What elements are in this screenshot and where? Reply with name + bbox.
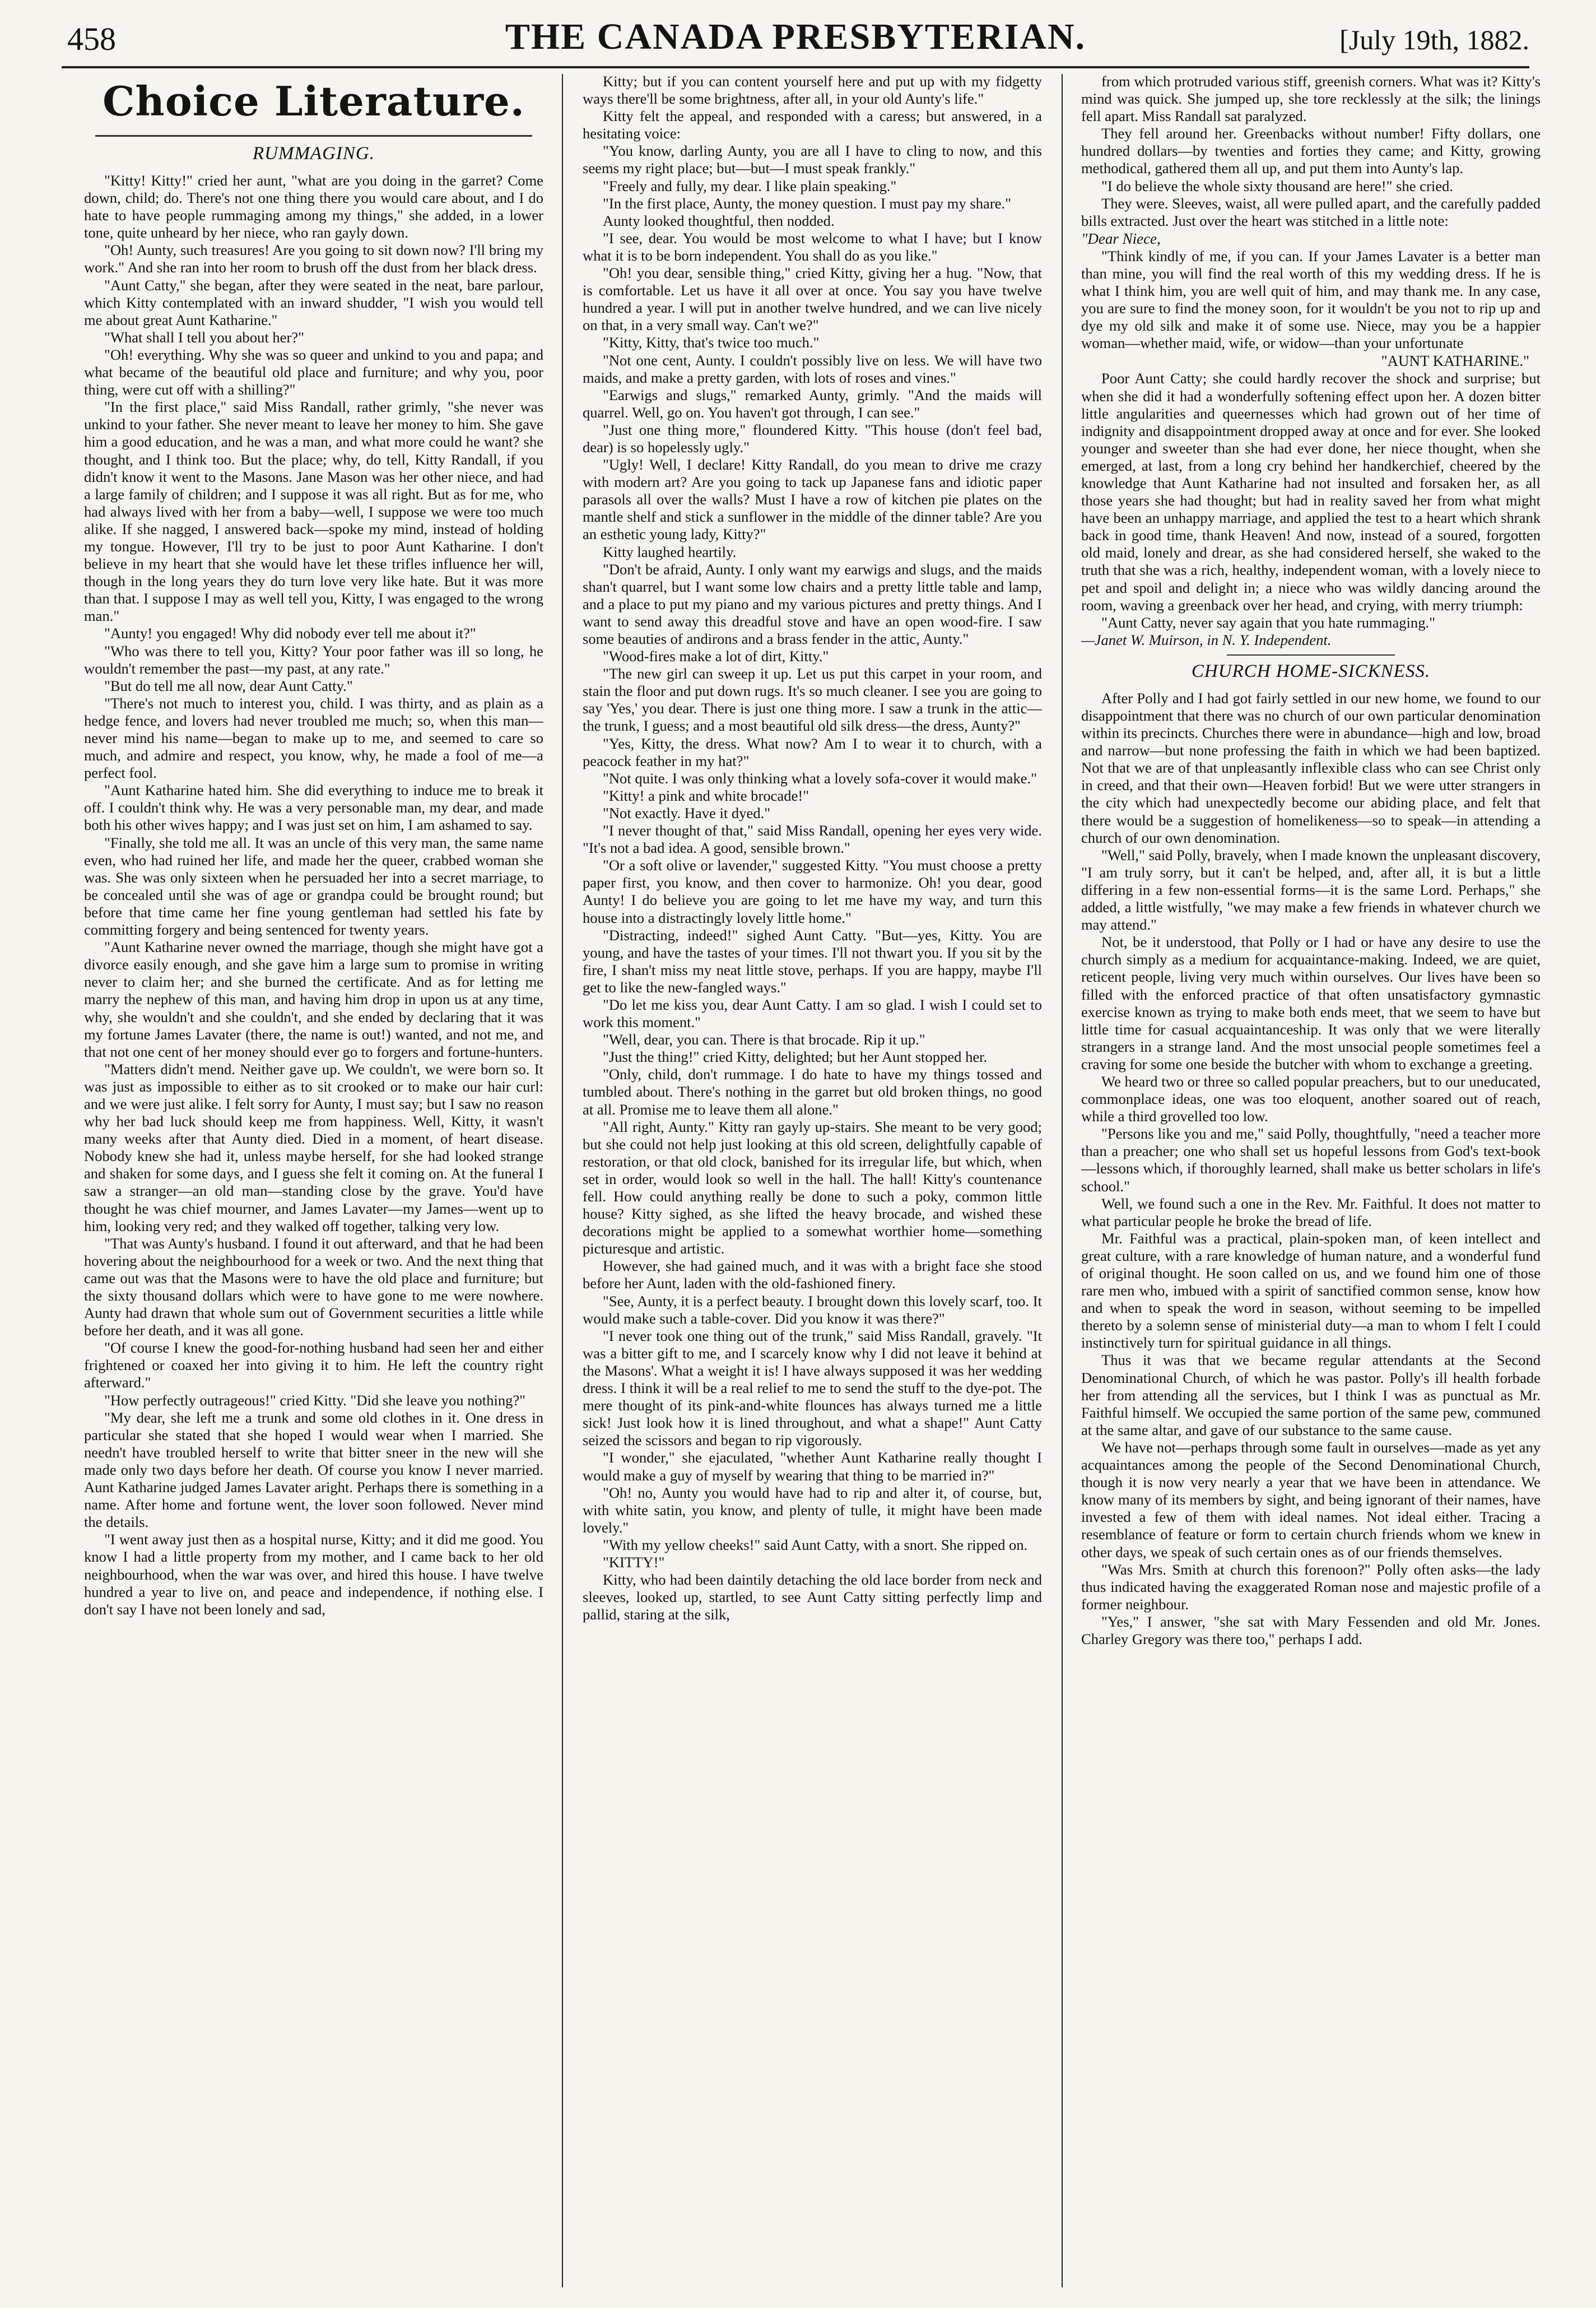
paragraph: "You know, darling Aunty, you are all I have to cling to now, and this seems my right place; but—but—I must speak frankly." — [583, 142, 1042, 177]
paragraph: "Finally, she told me all. It was an uncle of this very man, the same name even, who had ruined her life, and made her the queer, crabbed woman she was. She was only sixteen when he persuaded her into a secret marriage, to be concealed until she was of age or grandpa could be brought round; but before that time came her fine young gentleman had settled his fate by committing forgery and being sentenced for twenty years. — [84, 834, 543, 939]
column-divider-2 — [1062, 74, 1063, 2287]
paragraph: "Oh! Aunty, such treasures! Are you going to sit down now? I'll bring my work." And she ran into her room to brush off the dust from her black dress. — [84, 242, 543, 276]
paragraph: "Kitty, Kitty, that's twice too much." — [603, 334, 820, 351]
column-2 — [583, 73, 1042, 2292]
paragraph: "Well," said Polly, bravely, when I made known the unpleasant discovery, "I am truly sorry, but it can't be helped, and, after all, it is but a little differing in a few non-essential forms—it is the same Lord. Perhaps," she added, a little wistfully, "we may make a few friends in whatever church we may attend." — [1081, 846, 1541, 934]
column-2-body — [583, 73, 1042, 1623]
column-3-bottom — [1081, 690, 1541, 1648]
paragraph: "I never took one thing out of the trunk," said Miss Randall, gravely. "It was a bitter gift to me, and I scarcely know why I did not leave it behind at the Masons'. What a weight it is! I have always supposed it was her wedding dress. I think it will be a real relief to me to send the stuff to the dye-pot. The mere thought of its pink-and-white flounces has always turned me a little sick! Just look how it is lined throughout, and what a shape!" Aunt Catty seized the scissors and began to rip vigorously. — [583, 1327, 1042, 1449]
story-credit: —Janet W. Muirson, in N. Y. Independent. — [1081, 631, 1332, 648]
paragraph: "Aunt Catty, never say again that you hate rummaging." — [1101, 614, 1436, 631]
paragraph: "How perfectly outrageous!" cried Kitty. "Did she leave you nothing?" — [104, 1391, 526, 1409]
heading-rule — [95, 135, 532, 137]
paragraph: "Wood-fires make a lot of dirt, Kitty." — [603, 648, 829, 665]
paragraph: "Ugly! Well, I declare! Kitty Randall, do you mean to drive me crazy with modern art? Are you going to tack up Japanese fans and idiotic paper parasols all over the walls? Must I have a row of kitchen pie plates on the mantle shelf and stick a sunflower in the middle of the dinner table? Are you an esthetic young lady, Kitty?" — [583, 456, 1042, 543]
paragraph: "All right, Aunty." Kitty ran gayly up-stairs. She meant to be very good; but she could not help just looking at this old screen, delightfully capable of restoration, or that old clock, banished for its irregular life, but which, when set in order, would look so well in the hall. The hall! Kitty's countenance fell. How could anything really be done to such a poky, common little house? Kitty sighed, as she lifted the heavy brocade, and wished these decorations might be applied to a somewhat worthier home—something picturesque and artistic. — [583, 1118, 1042, 1257]
paragraph: Poor Aunt Catty; she could hardly recover the shock and surprise; but when she did it had a wonderfully softening effect upon her. A dozen bitter little angularities and queernesses which had grown out of her time of indignity and disappointment dropped away at once and for ever. She looked younger and sweeter than she had ever done, her niece thought, when she emerged, at last, from a long cry behind her handkerchief, cheered by the knowledge that Aunt Katharine had not insulted and forsaken her, as all those years she had thought; but had in reality saved her from what might have been an unhappy marriage, and applied the test to a heart which shrank back in good time, thank Heaven! And now, instead of a soured, forgotten old maid, lonely and drear, as she had considered herself, she waked to the truth that she was a rich, healthy, independent woman, with a lovely niece to pet and spoil and delight in; a niece who was wildly dancing around the room, waving a greenback over her head, and crying, with merry triumph: — [1081, 370, 1541, 614]
paragraph: "With my yellow cheeks!" said Aunt Catty, with a snort. She ripped on. — [603, 1536, 1028, 1553]
paragraph: "The new girl can sweep it up. Let us put this carpet in your room, and stain the floor and put down rugs. It's so much cleaner. I see you are going to say 'Yes,' you dear. There is just one thing more. I saw a trunk in the attic—the trunk, I guess; and a most beautiful old silk dress—the dress, Aunty?" — [583, 665, 1042, 735]
column-1 — [84, 73, 543, 2292]
header-rule — [62, 66, 1529, 68]
paragraph: "Distracting, indeed!" sighed Aunt Catty. "But—yes, Kitty. You are young, and have the tastes of your times. I'll not thwart you. If you sit by the fire, I shan't miss my neat little stove, perhaps. If you are happy, maybe I'll get to like the new-fangled ways." — [583, 926, 1042, 996]
paragraph: "Aunt Katharine hated him. She did everything to induce me to break it off. I couldn't think why. He was a very personable man, my dear, and made both his other wives happy; and I was just set on him, I am ashamed to say. — [84, 782, 543, 834]
paragraph: We have not—perhaps through some fault in ourselves—made as yet any acquaintances among the people of the Second Denominational Church, though it is now very nearly a year that we have been in attendance. We know many of its members by sight, and being ignorant of their names, have invested a few of them with ideal names. Not ideal either. Tracing a resemblance of feature or form to certain church friends whom we knew in other days, we speak of such certain ones as of our friends themselves. — [1081, 1438, 1541, 1561]
paragraph: Kitty; but if you can content yourself here and put up with my fidgetty ways there'll be some brightness, after all, in your old Aunty's life." — [583, 73, 1042, 108]
paragraph: Kitty felt the appeal, and responded with a caress; but answered, in a hesitating voice: — [583, 108, 1042, 142]
paragraph: "There's not much to interest you, child. I was thirty, and as plain as a hedge fence, and lovers had never troubled me much; so, when this man—never mind his name—began to make up to me, and seemed to care so much, and admire and respect, you know, why, he made a fool of me—a perfect fool. — [84, 694, 543, 782]
paragraph: "Oh! everything. Why she was so queer and unkind to you and papa; and what became of the beautiful old place and furniture; and why you, poor thing, were cut off with a shilling?" — [84, 346, 543, 398]
paragraph: "Not one cent, Aunty. I couldn't possibly live on less. We will have two maids, and make a pretty garden, with lots of roses and vines." — [583, 351, 1042, 386]
newspaper-title: THE CANADA PRESBYTERIAN. — [505, 16, 1086, 57]
paragraph: "I wonder," she ejaculated, "whether Aunt Katharine really thought I would make a guy of myself by wearing that thing to be married in?" — [583, 1449, 1042, 1484]
column-3 — [1081, 73, 1541, 2292]
paragraph: "I went away just then as a hospital nurse, Kitty; and it did me good. You know I had a little property from my mother, and I came back to her old neighbourhood, when the war was over, and hired this house. I have twelve hundred a year to live on, and peace and independence, if nothing else. I don't say I have not been lonely and sad, — [84, 1531, 543, 1618]
column-divider-1 — [562, 74, 563, 2287]
column-1-body — [84, 172, 543, 1618]
paragraph: "Aunty! you engaged! Why did nobody ever tell me about it?" — [104, 625, 476, 642]
paragraph: "Matters didn't mend. Neither gave up. We couldn't, we were born so. It was just as impossible to either as to sit crooked or to make our hair curl: and we were just alike. I felt sorry for Aunty, I must say; but I saw no reason why her bad luck should keep me from happiness. Well, Kitty, it wasn't many weeks after that Aunty died. Died in a moment, of heart disease. Nobody knew she had it, unless maybe herself, for she had looked strange and shaken for some days, and I guess she felt it coming on. At the funeral I saw a stranger—an old man—standing close by the grave. You'd have thought he was chief mourner, and James Lavater—my James—went up to him, looking very red; and they walked off together, talking very low. — [84, 1060, 543, 1234]
page-number: 458 — [67, 21, 116, 57]
section-rule — [1227, 654, 1395, 656]
paragraph: "KITTY!" — [603, 1553, 665, 1571]
paragraph: "My dear, she left me a trunk and some old clothes in it. One dress in particular she stated that she hoped I would wear when I married. She needn't have troubled herself to write that bitter sneer in the new will she made only two days before her death. Of course you know I never married. Aunt Katharine judged James Lavater aright. Perhaps there is something in a name. After home and fortune went, the lover soon followed. Never mind the details. — [84, 1409, 543, 1531]
paragraph: "Don't be afraid, Aunty. I only want my earwigs and slugs, and the maids shan't quarrel, but I want some low chairs and a pretty little table and lamp, and a place to put my piano and my various pictures and pretty things. And I want to send away this dreadful stove and have an open wood-fire. I saw some beauties of andirons and a brass fender in the attic, Aunty." — [583, 560, 1042, 647]
paragraph: "Yes," I answer, "she sat with Mary Fessenden and old Mr. Jones. Charley Gregory was there too," perhaps I add. — [1081, 1613, 1541, 1647]
letter-salutation: "Dear Niece, — [1081, 230, 1161, 247]
paragraph: Not, be it understood, that Polly or I had or have any desire to use the church simply as a medium for acquaintance-making. Indeed, we are quiet, reticent people, living very much within ourselves. Our lives have been so filled with the enforced practice of that often unsatisfactory gymnastic exercise known as trying to make both ends meet, that we seem to have but little time for casual acquaintanceship. It was only that we were literally strangers in a strange land. And the most unsocial people sometimes feel a craving for some one beside the butcher with whom to exchange a greeting. — [1081, 934, 1541, 1072]
paragraph: "But do tell me all now, dear Aunt Catty." — [104, 677, 353, 694]
paragraph: They were. Sleeves, waist, all were pulled apart, and the carefully padded bills extracted. Just over the heart was stitched in a little note: — [1081, 194, 1541, 229]
paragraph: Kitty laughed heartily. — [603, 543, 737, 560]
paragraph: "In the first place," said Miss Randall, rather grimly, "she never was unkind to your father. She never meant to leave her money to him. She gave him a good education, and he was a man, and what more could he want? she thought, and I think too. But the place; why, do tell, Kitty Randall, if you didn't know it went to the Masons. Jane Mason was her other niece, and had a large family of children; and I suppose it was all right. But as for me, who had always lived with her from a baby—well, I suppose we were too much alike. If she nagged, I answered back—spoke my mind, instead of holding my tongue. However, I'll try to be just to poor Aunt Katharine. I don't believe in my heart that she would have let these trifles influence her will, though in the long years they do turn love very like hate. But it was more than that. I suppose I may as well tell you, Kitty, I was engaged to the wrong man." — [84, 398, 543, 625]
paragraph: "I do believe the whole sixty thousand are here!" she cried. — [1101, 177, 1453, 194]
paragraph: Kitty, who had been daintily detaching the old lace border from neck and sleeves, looked up, startled, to see Aunt Catty sitting perfectly limp and pallid, staring at the silk, — [583, 1571, 1042, 1623]
paragraph: "Was Mrs. Smith at church this forenoon?" Polly often asks—the lady thus indicated having the exaggerated Roman nose and majestic profile of a former neighbour. — [1081, 1561, 1541, 1613]
paragraph: "Just the thing!" cried Kitty, delighted; but her Aunt stopped her. — [603, 1048, 988, 1066]
page-header — [62, 16, 1529, 66]
paragraph: "Kitty! a pink and white brocade!" — [603, 787, 809, 804]
paragraph: Mr. Faithful was a practical, plain-spoken man, of keen intellect and great culture, with a rare knowledge of human nature, and a wonderful fund of original thought. He soon called on us, and we found him one of those rare men who, imbued with a spirit of sanctified common sense, know how and when to speak the word in season, without seeming to be impelled thereto by a solemn sense of ministerial duty—a man to whom I felt I could instinctively turn for spiritual guidance in all things. — [1081, 1229, 1541, 1352]
paragraph: "I never thought of that," said Miss Randall, opening her eyes very wide. "It's not a bad idea. A good, sensible brown." — [583, 822, 1042, 857]
letter-signature: "AUNT KATHARINE." — [1381, 352, 1529, 370]
column-3-top — [1081, 73, 1541, 230]
paragraph: "In the first place, Aunty, the money question. I must pay my share." — [603, 194, 1012, 212]
paragraph: "See, Aunty, it is a perfect beauty. I brought down this lovely scarf, too. It would make such a table-cover. Did you know it was there?" — [583, 1292, 1042, 1327]
paragraph: After Polly and I had got fairly settled in our new home, we found to our disappointment that there was no church of our own particular denomination within its precincts. Churches there were in abundance—high and low, broad and narrow—but none professing the faith in which we had been baptized. Not that we are of that unpleasantly inflexible class who can see Christ only in creed, and that their own—Heaven forbid! But we were utter strangers in the city which had unexpectedly become our abiding place, and felt that there would be a suggestion of homelikeness—so to speak—in attending a church of our own denomination. — [1081, 689, 1541, 846]
paragraph: "Freely and fully, my dear. I like plain speaking." — [603, 177, 897, 194]
paragraph: "Not quite. I was only thinking what a lovely sofa-cover it would make." — [603, 769, 1037, 787]
paragraph: Aunty looked thoughtful, then nodded. — [603, 212, 835, 229]
paragraph: However, she had gained much, and it was with a bright face she stood before her Aunt, laden with the old-fashioned finery. — [583, 1257, 1042, 1292]
paragraph: "Of course I knew the good-for-nothing husband had seen her and either frightened or coaxed her into giving it to him. He left the country right afterward." — [84, 1339, 543, 1391]
issue-date: [July 19th, 1882. — [1339, 24, 1529, 55]
paragraph: "Just one thing more," floundered Kitty. "This house (don't feel bad, dear) is so hopelessly ugly." — [583, 421, 1042, 456]
paragraph: "Aunt Katharine never owned the marriage, though she might have got a divorce easily enough, and she gave him a large sum to promise in writing never to claim her; and she burned the certificate. And as for letting me marry the nephew of this man, and having him drop in upon us at any time, why, she wouldn't and she couldn't, and she ended by declaring that it was my fortune James Lavater (there, the name is out!) wanted, and not me, and that not one cent of her money should ever go to forgers and fortune-hunters. — [84, 939, 543, 1060]
paragraph: "Kitty! Kitty!" cried her aunt, "what are you doing in the garret? Come down, child; do. There's not one thing there you would care about, and I do hate to have people rummaging among my things," she added, in a lower tone, quite unheard by her niece, who ran gayly down. — [84, 172, 543, 242]
paragraph: Well, we found such a one in the Rev. Mr. Faithful. It does not matter to what particular people he broke the bread of life. — [1081, 1195, 1541, 1229]
letter-body: "Think kindly of me, if you can. If your James Lavater is a better man than mine, you will find the real worth of this my wedding dress. If he is what I think him, you are well quit of him, and may thank me. In any case, you are sure to find the money soon, for it wouldn't be you not to rip up and dye my old silk and make it of some use. Niece, may you be a happier woman—whether maid, wife, or widow—than your unfortunate — [1081, 247, 1541, 352]
section-heading: Choice Literature. — [103, 77, 525, 125]
section-2-title: CHURCH HOME-SICKNESS. — [1191, 661, 1431, 681]
paragraph: "That was Aunty's husband. I found it out afterward, and that he had been hovering about the neighbourhood for a week or two. And the next thing that came out was that the Masons were to have the old place and furniture; but the sixty thousand dollars which were to have gone to me were nowhere. Aunty had drawn that whole sum out of Government securities a little while before her death, and it was all gone. — [84, 1234, 543, 1339]
paragraph: Thus it was that we became regular attendants at the Second Denominational Church, of which he was pastor. Polly's ill health forbade her from attending all the services, but I think I was as punctual as Mr. Faithful himself. We occupied the same portion of the same pew, communed at the same altar, and gave of our substance to the same cause. — [1081, 1352, 1541, 1438]
paragraph: "Persons like you and me," said Polly, thoughtfully, "need a teacher more than a preacher; one who shall set us hopeful lessons from God's text-book—lessons which, if thoroughly learned, shall make us better scholars in life's school." — [1081, 1125, 1541, 1195]
paragraph: We heard two or three so called popular preachers, but to our uneducated, commonplace ideas, one was too eloquent, another soared out of reach, while a third grovelled too low. — [1081, 1072, 1541, 1125]
paragraph: "Aunt Catty," she began, after they were seated in the neat, bare parlour, which Kitty contemplated with an inward shudder, "I wish you would tell me about great Aunt Katharine." — [84, 276, 543, 328]
paragraph: "I see, dear. You would be most welcome to what I have; but I know what it is to be born independent. You shall do as you like." — [583, 229, 1042, 264]
story-title: RUMMAGING. — [252, 143, 375, 164]
paragraph: "Not exactly. Have it dyed." — [603, 804, 771, 821]
paragraph: "Well, dear, you can. There is that brocade. Rip it up." — [603, 1031, 925, 1048]
paragraph: "Do let me kiss you, dear Aunt Catty. I am so glad. I wish I could set to work this moment." — [583, 996, 1042, 1031]
paragraph: "Earwigs and slugs," remarked Aunty, grimly. "And the maids will quarrel. Well, go on. You haven't got through, I can see." — [583, 386, 1042, 421]
paragraph: "Who was there to tell you, Kitty? Your poor father was ill so long, he wouldn't remember the past—my past, at any rate." — [84, 642, 543, 677]
paragraph: "Only, child, don't rummage. I do hate to have my things tossed and tumbled about. There's nothing in the garret but old broken things, no good at all. Promise me to leave them all alone." — [583, 1066, 1042, 1118]
paragraph: from which protruded various stiff, greenish corners. What was it? Kitty's mind was quick. She jumped up, she tore recklessly at the silk; the linings fell apart. Miss Randall sat paralyzed. — [1081, 73, 1541, 125]
paragraph: "Or a soft olive or lavender," suggested Kitty. "You must choose a pretty paper first, you know, and then cover to harmonize. Oh! you dear, good Aunty! I do believe you are going to let me have my way, and turn this house into a distractingly lovely little home." — [583, 857, 1042, 926]
paragraph: "What shall I tell you about her?" — [104, 328, 304, 346]
paragraph: They fell around her. Greenbacks without number! Fifty dollars, one hundred dollars—by twenties and forties they came; and Kitty, growing methodical, gathered them all up, and put them into Aunty's lap. — [1081, 125, 1541, 177]
paragraph: "Yes, Kitty, the dress. What now? Am I to wear it to church, with a peacock feather in my hat?" — [583, 735, 1042, 769]
column-3-middle — [1081, 370, 1541, 631]
paragraph: "Oh! no, Aunty you would have had to rip and alter it, of course, but, with white satin, you know, and plenty of tulle, it might have been made lovely." — [583, 1484, 1042, 1536]
paragraph: "Oh! you dear, sensible thing," cried Kitty, giving her a hug. "Now, that is comfortable. Let us have it all over at once. You say you have twelve hundred a year. I will put in another twelve hundred, and we can live nicely on that, in a very small way. Can't we?" — [583, 264, 1042, 334]
